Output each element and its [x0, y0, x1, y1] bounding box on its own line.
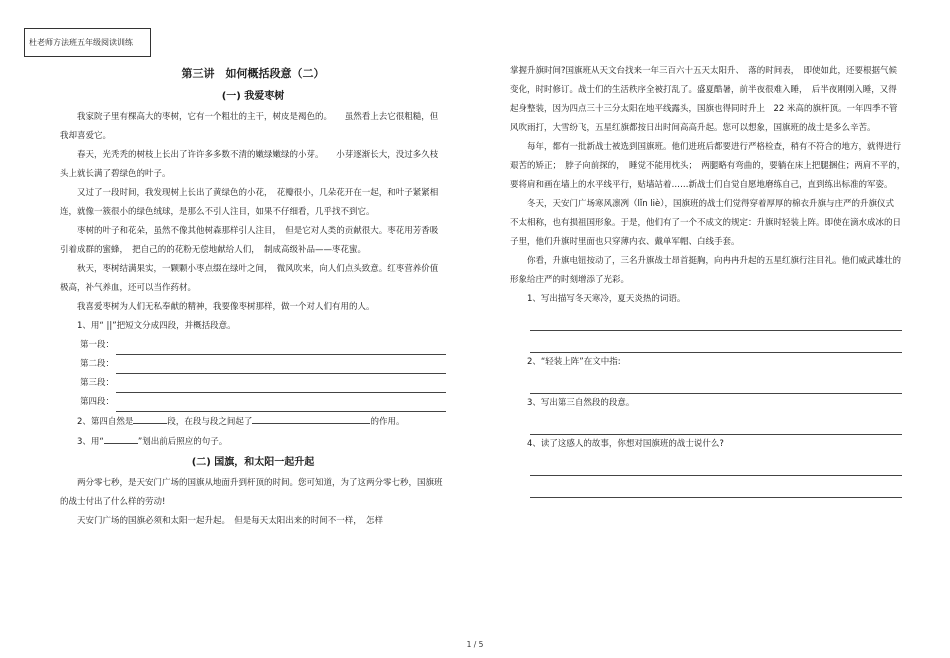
paragraph: 我喜爱枣树为人们无私奉献的精神，我要像枣树那样，做一个对人们有用的人。	[77, 302, 375, 312]
lesson-title: 第三讲 如何概括段意（二）	[181, 67, 325, 80]
paragraph: 我家院子里有棵高大的枣树，它有一个粗壮的主干，树皮是褐色的。 虽然看上去它很粗糙，但我却喜爱它。	[60, 112, 439, 141]
paragraph: 冬天，天安门广场寒风凛冽（lǐn liè），国旗班的战士们觉得穿着厚厚的棉衣升旗与庄严的升旗仪式不太相称，也有损祖国形象。于是，他们有了一个不成文的规定：升旗时轻装上阵。即使在滴水成冰的日子里，他们升旗时里面也只穿薄内衣、戴单军帽、白线手套。	[510, 199, 902, 247]
answer-label: 第四段：	[80, 397, 115, 407]
paragraph: 两分零七秒，是天安门广场的国旗从地面升到杆顶的时间。您可知道，为了这两分零七秒，国旗班的战士付出了什么样的劳动!	[60, 478, 443, 507]
answer-blank[interactable]	[116, 361, 446, 374]
paragraph: 每年，都有一批新战士被选到国旗班。他们进班后都要进行严格检查，稍有不符合的地方，就得进行艰苦的矫正； 脖子向前探的， 睡觉不能用枕头； 两腿略有弯曲的，要躺在床上把腿捆住；两肩不平的， 要将肩和画在墙上的水平线平行，贴墙站着……新战士们自觉自愿地磨练自己，直到练出标准的军姿。	[510, 142, 910, 190]
answer-line[interactable]	[530, 413, 902, 435]
answer-row-4	[60, 393, 446, 412]
q3-part-a: 3、用“	[77, 437, 104, 447]
section2-title: (二) 国旗，和太阳一起升起	[191, 457, 315, 468]
paragraph: 又过了一段时间，我发现树上长出了黄绿色的小花， 花瓣很小，几朵花开在一起，和叶子紧紧相连，就像一簇很小的绿色绒球，是那么不引人注目，如果不仔细看，几乎找不到它。	[60, 188, 439, 217]
answer-blank[interactable]	[116, 342, 446, 355]
answer-line[interactable]	[530, 331, 902, 353]
q2-part-b: 段，在段与段之间起了	[167, 417, 253, 427]
answer-label: 第一段：	[80, 340, 115, 350]
answer-row-1	[60, 336, 446, 355]
answer-label: 第三段：	[80, 378, 115, 388]
q2-blank-1[interactable]	[133, 412, 167, 424]
answer-label: 第二段：	[80, 359, 115, 369]
answer-line[interactable]	[530, 372, 902, 394]
answer-blank[interactable]	[116, 380, 446, 393]
right-column	[510, 62, 910, 498]
question: 3、写出第三自然段的段意。	[527, 398, 635, 408]
answer-line[interactable]	[530, 476, 902, 498]
question: 2、“轻装上阵”在文中指:	[527, 357, 621, 367]
left-column	[60, 62, 446, 531]
paragraph: 掌握升旗时间?国旗班从天文台找来一年三百六十五天太阳升、 落的时间表， 即使如此，还要根据气候变化，时时修订。战士们的生活秩序全被打乱了。盛夏酷暑，前半夜很难入睡， 后半夜刚刚入睡，又得起身整装，因为四点三十三分太阳在地平线露头，国旗也得同时升上 22 米高的旗杆顶。一年四季不管风吹雨打，大雪纷飞，五星红旗都按日出时间高高升起。您可以想象，国旗班的战士是多么辛苦。	[510, 66, 898, 133]
q2-part-c: 的作用。	[370, 417, 405, 427]
paragraph: 枣树的叶子和花朵，虽然不像其他树森那样引人注目， 但是它对人类的贡献很大。枣花用芳香吸引着成群的蜜蜂， 把自己的的花粉无偿地献给人们， 制成高级补品——枣花蜜。	[60, 226, 439, 255]
question-1: 1、用“ ||”把短文分成四段，并概括段意。	[77, 321, 236, 331]
question: 4、读了这感人的故事，你想对国旗班的战士说什么?	[527, 439, 724, 449]
page-number: 1 / 5	[466, 640, 484, 649]
question-3	[60, 432, 446, 452]
question-2	[60, 412, 446, 432]
answer-line[interactable]	[530, 454, 902, 476]
answer-row-3	[60, 374, 446, 393]
question: 1、写出描写冬天寒冷，夏天炎热的词语。	[527, 294, 686, 304]
q2-blank-2[interactable]	[252, 412, 370, 424]
q3-part-b: ”划出前后照应的句子。	[137, 437, 228, 447]
q3-blank[interactable]	[104, 432, 138, 444]
answer-line[interactable]	[530, 309, 902, 331]
paragraph: 你看，升旗电钮按动了，三名升旗战士昂首挺胸，向冉冉升起的五星红旗行注目礼。他们威武雄壮的形象给庄严的时刻增添了光彩。	[510, 256, 902, 285]
answer-row-2	[60, 355, 446, 374]
paragraph: 天安门广场的国旗必须和太阳一起升起。 但是每天太阳出来的时间不一样， 怎样	[77, 516, 384, 526]
header-label: 杜老师方法班五年级阅读训练	[24, 28, 151, 57]
answer-blank[interactable]	[116, 399, 446, 412]
paragraph: 春天，光秃秃的树枝上长出了许许多多数不清的嫩绿嫩绿的小芽。 小芽逐渐长大，没过多久枝头上就长满了碧绿色的叶子。	[60, 150, 439, 179]
section1-title: (一) 我爱枣树	[221, 91, 285, 102]
q2-part-a: 2、第四自然是	[77, 417, 134, 427]
paragraph: 秋天，枣树结满果实，一颗颗小枣点缀在绿叶之间， 微风吹来，向人们点头致意。红枣营养价值极高，补气养血，还可以当作药材。	[60, 264, 439, 293]
